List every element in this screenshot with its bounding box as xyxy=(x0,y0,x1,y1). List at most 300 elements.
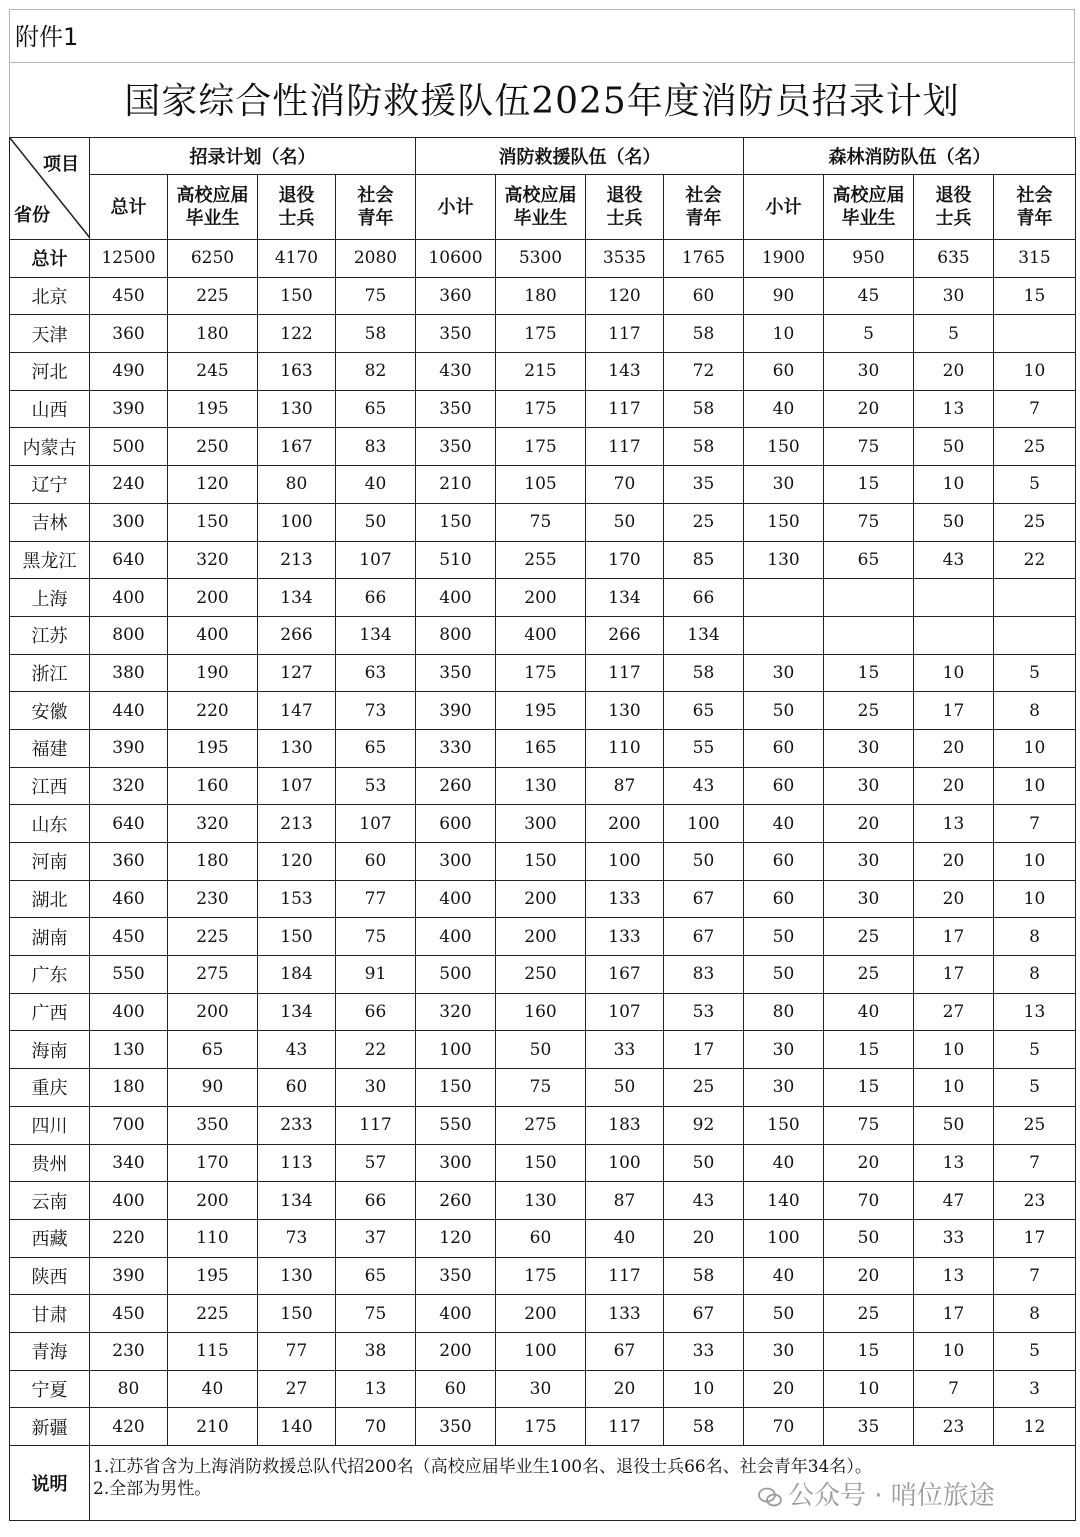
value-cell: 55 xyxy=(664,729,744,767)
value-cell: 8 xyxy=(994,918,1076,956)
value-cell: 700 xyxy=(90,1106,168,1144)
value-cell: 40 xyxy=(168,1370,258,1408)
value-cell: 8 xyxy=(994,1295,1076,1333)
value-cell: 10 xyxy=(914,1031,994,1069)
value-cell: 230 xyxy=(90,1332,168,1370)
value-cell: 15 xyxy=(824,1069,914,1107)
value-cell: 90 xyxy=(744,277,824,315)
value-cell: 75 xyxy=(824,428,914,466)
value-cell: 20 xyxy=(914,729,994,767)
value-cell: 225 xyxy=(168,918,258,956)
value-cell: 120 xyxy=(258,843,336,881)
value-cell: 213 xyxy=(258,541,336,579)
value-cell: 70 xyxy=(336,1408,416,1446)
value-cell: 170 xyxy=(586,541,664,579)
value-cell: 250 xyxy=(168,428,258,466)
value-cell: 25 xyxy=(994,1106,1076,1144)
value-cell: 12500 xyxy=(90,240,168,278)
value-cell: 10 xyxy=(914,1069,994,1107)
table-row xyxy=(10,579,1076,617)
value-cell: 266 xyxy=(258,616,336,654)
value-cell: 260 xyxy=(416,1182,496,1220)
value-cell: 130 xyxy=(258,729,336,767)
value-cell: 67 xyxy=(664,1295,744,1333)
value-cell: 60 xyxy=(744,729,824,767)
value-cell: 20 xyxy=(664,1219,744,1257)
value-cell: 600 xyxy=(416,805,496,843)
value-cell xyxy=(744,616,824,654)
value-cell: 230 xyxy=(168,880,258,918)
value-cell: 5 xyxy=(914,315,994,353)
value-cell: 33 xyxy=(914,1219,994,1257)
value-cell: 40 xyxy=(824,993,914,1031)
value-cell: 100 xyxy=(744,1219,824,1257)
province-cell: 广东 xyxy=(10,956,90,994)
value-cell: 15 xyxy=(824,654,914,692)
group-header-fire-rescue: 消防救援队伍（名） xyxy=(416,138,744,175)
value-cell: 190 xyxy=(168,654,258,692)
value-cell: 195 xyxy=(168,729,258,767)
value-cell: 20 xyxy=(586,1370,664,1408)
value-cell: 200 xyxy=(496,918,586,956)
value-cell: 100 xyxy=(664,805,744,843)
value-cell: 1900 xyxy=(744,240,824,278)
value-cell: 117 xyxy=(586,390,664,428)
value-cell: 420 xyxy=(90,1408,168,1446)
value-cell: 65 xyxy=(336,1257,416,1295)
value-cell: 275 xyxy=(496,1106,586,1144)
value-cell: 70 xyxy=(824,1182,914,1220)
value-cell: 107 xyxy=(336,541,416,579)
value-cell: 25 xyxy=(664,503,744,541)
value-cell: 180 xyxy=(168,315,258,353)
document-title: 国家综合性消防救援队伍2025年度消防员招录计划 xyxy=(9,62,1075,138)
value-cell: 58 xyxy=(664,428,744,466)
value-cell: 490 xyxy=(90,353,168,391)
value-cell: 65 xyxy=(168,1031,258,1069)
value-cell: 220 xyxy=(168,692,258,730)
value-cell: 315 xyxy=(994,240,1076,278)
value-cell: 130 xyxy=(586,692,664,730)
value-cell: 5300 xyxy=(496,240,586,278)
value-cell: 17 xyxy=(914,692,994,730)
value-cell: 6250 xyxy=(168,240,258,278)
value-cell: 67 xyxy=(586,1332,664,1370)
value-cell: 200 xyxy=(496,1295,586,1333)
value-cell: 195 xyxy=(168,1257,258,1295)
value-cell: 360 xyxy=(90,315,168,353)
value-cell: 110 xyxy=(586,729,664,767)
value-cell: 105 xyxy=(496,466,586,504)
value-cell: 67 xyxy=(664,880,744,918)
value-cell: 127 xyxy=(258,654,336,692)
value-cell: 117 xyxy=(586,428,664,466)
value-cell: 58 xyxy=(664,654,744,692)
value-cell: 75 xyxy=(824,503,914,541)
value-cell: 500 xyxy=(90,428,168,466)
province-cell: 四川 xyxy=(10,1106,90,1144)
value-cell: 60 xyxy=(664,277,744,315)
value-cell: 8 xyxy=(994,956,1076,994)
value-cell: 390 xyxy=(90,390,168,428)
value-cell: 30 xyxy=(914,277,994,315)
value-cell: 43 xyxy=(664,1182,744,1220)
value-cell: 330 xyxy=(416,729,496,767)
value-cell: 40 xyxy=(744,1257,824,1295)
value-cell: 58 xyxy=(664,315,744,353)
value-cell: 245 xyxy=(168,353,258,391)
province-cell: 河北 xyxy=(10,353,90,391)
value-cell: 460 xyxy=(90,880,168,918)
col-grad: 高校应届毕业生 xyxy=(168,175,258,240)
value-cell: 75 xyxy=(336,918,416,956)
province-cell: 江西 xyxy=(10,767,90,805)
note-label: 说明 xyxy=(10,1446,90,1521)
value-cell: 134 xyxy=(336,616,416,654)
value-cell: 66 xyxy=(664,579,744,617)
value-cell: 134 xyxy=(586,579,664,617)
value-cell: 83 xyxy=(336,428,416,466)
province-cell: 上海 xyxy=(10,579,90,617)
province-cell: 辽宁 xyxy=(10,466,90,504)
value-cell: 5 xyxy=(994,1332,1076,1370)
value-cell: 133 xyxy=(586,880,664,918)
value-cell: 100 xyxy=(258,503,336,541)
value-cell: 350 xyxy=(416,390,496,428)
value-cell: 13 xyxy=(914,805,994,843)
value-cell: 50 xyxy=(664,843,744,881)
value-cell: 167 xyxy=(586,956,664,994)
value-cell: 800 xyxy=(416,616,496,654)
value-cell: 133 xyxy=(586,1295,664,1333)
value-cell: 60 xyxy=(744,880,824,918)
value-cell: 13 xyxy=(914,390,994,428)
value-cell: 23 xyxy=(994,1182,1076,1220)
value-cell: 13 xyxy=(914,1257,994,1295)
province-cell: 广西 xyxy=(10,993,90,1031)
wechat-icon xyxy=(758,1487,782,1507)
value-cell: 100 xyxy=(496,1332,586,1370)
value-cell: 87 xyxy=(586,1182,664,1220)
col-vet: 退役士兵 xyxy=(914,175,994,240)
value-cell: 66 xyxy=(336,579,416,617)
table-row xyxy=(10,993,1076,1031)
value-cell: 15 xyxy=(824,1332,914,1370)
value-cell: 175 xyxy=(496,428,586,466)
value-cell: 91 xyxy=(336,956,416,994)
value-cell: 80 xyxy=(258,466,336,504)
province-cell: 湖北 xyxy=(10,880,90,918)
value-cell: 430 xyxy=(416,353,496,391)
province-cell: 云南 xyxy=(10,1182,90,1220)
table-row xyxy=(10,466,1076,504)
value-cell: 15 xyxy=(994,277,1076,315)
value-cell: 175 xyxy=(496,390,586,428)
value-cell: 10 xyxy=(664,1370,744,1408)
value-cell: 100 xyxy=(586,843,664,881)
value-cell: 143 xyxy=(586,353,664,391)
value-cell: 15 xyxy=(824,1031,914,1069)
table-row xyxy=(10,616,1076,654)
value-cell: 13 xyxy=(994,993,1076,1031)
value-cell: 40 xyxy=(744,390,824,428)
value-cell: 210 xyxy=(416,466,496,504)
table-row xyxy=(10,1182,1076,1220)
value-cell: 40 xyxy=(744,1144,824,1182)
value-cell: 50 xyxy=(586,503,664,541)
province-cell: 山西 xyxy=(10,390,90,428)
group-header-forest: 森林消防队伍（名） xyxy=(744,138,1076,175)
value-cell: 50 xyxy=(744,1295,824,1333)
province-cell: 浙江 xyxy=(10,654,90,692)
value-cell: 167 xyxy=(258,428,336,466)
value-cell: 43 xyxy=(664,767,744,805)
value-cell: 67 xyxy=(664,918,744,956)
value-cell: 200 xyxy=(168,579,258,617)
value-cell: 255 xyxy=(496,541,586,579)
value-cell: 5 xyxy=(994,1069,1076,1107)
value-cell: 117 xyxy=(586,654,664,692)
value-cell: 58 xyxy=(336,315,416,353)
value-cell: 140 xyxy=(258,1408,336,1446)
province-cell: 内蒙古 xyxy=(10,428,90,466)
value-cell: 130 xyxy=(496,767,586,805)
value-cell: 175 xyxy=(496,315,586,353)
value-cell: 10 xyxy=(994,880,1076,918)
value-cell: 150 xyxy=(258,918,336,956)
value-cell: 47 xyxy=(914,1182,994,1220)
value-cell: 22 xyxy=(336,1031,416,1069)
province-cell: 青海 xyxy=(10,1332,90,1370)
value-cell: 134 xyxy=(258,579,336,617)
value-cell: 400 xyxy=(168,616,258,654)
table-row xyxy=(10,277,1076,315)
group-header-plan: 招录计划（名） xyxy=(90,138,416,175)
table-row xyxy=(10,1257,1076,1295)
value-cell: 184 xyxy=(258,956,336,994)
province-cell: 山东 xyxy=(10,805,90,843)
value-cell: 400 xyxy=(90,1182,168,1220)
table-row xyxy=(10,315,1076,353)
value-cell: 60 xyxy=(258,1069,336,1107)
value-cell: 150 xyxy=(416,503,496,541)
value-cell: 30 xyxy=(744,466,824,504)
value-cell: 380 xyxy=(90,654,168,692)
value-cell: 450 xyxy=(90,918,168,956)
value-cell: 33 xyxy=(586,1031,664,1069)
table-row xyxy=(10,428,1076,466)
value-cell: 950 xyxy=(824,240,914,278)
value-cell: 350 xyxy=(416,428,496,466)
value-cell: 440 xyxy=(90,692,168,730)
value-cell: 160 xyxy=(496,993,586,1031)
value-cell: 75 xyxy=(336,277,416,315)
value-cell: 115 xyxy=(168,1332,258,1370)
value-cell: 400 xyxy=(416,918,496,956)
col-vet: 退役士兵 xyxy=(586,175,664,240)
value-cell xyxy=(744,579,824,617)
value-cell: 2080 xyxy=(336,240,416,278)
value-cell: 360 xyxy=(90,843,168,881)
value-cell: 400 xyxy=(416,880,496,918)
value-cell: 213 xyxy=(258,805,336,843)
col-youth: 社会青年 xyxy=(336,175,416,240)
province-cell: 北京 xyxy=(10,277,90,315)
value-cell: 350 xyxy=(416,1257,496,1295)
value-cell: 120 xyxy=(168,466,258,504)
value-cell: 12 xyxy=(994,1408,1076,1446)
col-youth: 社会青年 xyxy=(994,175,1076,240)
value-cell: 4170 xyxy=(258,240,336,278)
value-cell: 5 xyxy=(994,1031,1076,1069)
value-cell: 110 xyxy=(168,1219,258,1257)
value-cell: 50 xyxy=(496,1031,586,1069)
value-cell: 140 xyxy=(744,1182,824,1220)
value-cell: 150 xyxy=(744,1106,824,1144)
value-cell: 450 xyxy=(90,277,168,315)
province-cell: 吉林 xyxy=(10,503,90,541)
value-cell: 134 xyxy=(664,616,744,654)
value-cell: 60 xyxy=(416,1370,496,1408)
value-cell: 70 xyxy=(586,466,664,504)
value-cell: 640 xyxy=(90,805,168,843)
col-subtotal: 小计 xyxy=(416,175,496,240)
value-cell xyxy=(994,315,1076,353)
value-cell: 183 xyxy=(586,1106,664,1144)
province-cell: 贵州 xyxy=(10,1144,90,1182)
value-cell: 320 xyxy=(168,805,258,843)
value-cell: 250 xyxy=(496,956,586,994)
value-cell: 22 xyxy=(994,541,1076,579)
table-row xyxy=(10,1219,1076,1257)
table-row xyxy=(10,1031,1076,1069)
value-cell: 107 xyxy=(586,993,664,1031)
value-cell: 58 xyxy=(664,390,744,428)
value-cell: 20 xyxy=(914,353,994,391)
value-cell: 83 xyxy=(664,956,744,994)
value-cell: 60 xyxy=(496,1219,586,1257)
value-cell: 77 xyxy=(258,1332,336,1370)
value-cell: 65 xyxy=(664,692,744,730)
value-cell: 275 xyxy=(168,956,258,994)
value-cell: 50 xyxy=(336,503,416,541)
value-cell: 63 xyxy=(336,654,416,692)
value-cell: 33 xyxy=(664,1332,744,1370)
value-cell: 15 xyxy=(824,466,914,504)
value-cell: 133 xyxy=(586,918,664,956)
value-cell: 50 xyxy=(914,428,994,466)
value-cell: 200 xyxy=(168,993,258,1031)
value-cell: 58 xyxy=(664,1257,744,1295)
value-cell: 25 xyxy=(994,428,1076,466)
value-cell: 130 xyxy=(258,1257,336,1295)
value-cell: 120 xyxy=(416,1219,496,1257)
value-cell: 75 xyxy=(336,1295,416,1333)
value-cell: 66 xyxy=(336,1182,416,1220)
value-cell: 800 xyxy=(90,616,168,654)
value-cell: 17 xyxy=(914,956,994,994)
value-cell: 10 xyxy=(994,843,1076,881)
value-cell: 225 xyxy=(168,1295,258,1333)
value-cell: 10 xyxy=(824,1370,914,1408)
province-cell: 新疆 xyxy=(10,1408,90,1446)
value-cell: 640 xyxy=(90,541,168,579)
col-vet: 退役士兵 xyxy=(258,175,336,240)
table-row xyxy=(10,353,1076,391)
value-cell: 175 xyxy=(496,654,586,692)
value-cell: 150 xyxy=(258,1295,336,1333)
value-cell: 57 xyxy=(336,1144,416,1182)
value-cell: 70 xyxy=(744,1408,824,1446)
annex-label: 附件1 xyxy=(9,9,1075,62)
value-cell: 20 xyxy=(744,1370,824,1408)
value-cell: 25 xyxy=(824,956,914,994)
value-cell: 550 xyxy=(416,1106,496,1144)
value-cell: 200 xyxy=(416,1332,496,1370)
value-cell: 350 xyxy=(168,1106,258,1144)
watermark xyxy=(758,1475,995,1512)
value-cell: 130 xyxy=(258,390,336,428)
value-cell: 23 xyxy=(914,1408,994,1446)
table-row xyxy=(10,503,1076,541)
value-cell: 37 xyxy=(336,1219,416,1257)
value-cell: 10 xyxy=(914,1332,994,1370)
value-cell: 27 xyxy=(914,993,994,1031)
value-cell: 117 xyxy=(586,1257,664,1295)
value-cell: 30 xyxy=(744,1069,824,1107)
value-cell: 7 xyxy=(994,390,1076,428)
table-row xyxy=(10,1144,1076,1182)
value-cell: 350 xyxy=(416,1408,496,1446)
value-cell: 82 xyxy=(336,353,416,391)
corner-province-label: 省份 xyxy=(14,205,50,226)
value-cell: 180 xyxy=(168,843,258,881)
value-cell: 75 xyxy=(496,1069,586,1107)
table-row xyxy=(10,654,1076,692)
value-cell: 77 xyxy=(336,880,416,918)
table-row xyxy=(10,1069,1076,1107)
value-cell: 20 xyxy=(824,1144,914,1182)
value-cell: 195 xyxy=(496,692,586,730)
value-cell xyxy=(914,616,994,654)
value-cell: 35 xyxy=(824,1408,914,1446)
value-cell: 35 xyxy=(664,466,744,504)
value-cell: 130 xyxy=(90,1031,168,1069)
value-cell: 65 xyxy=(336,390,416,428)
value-cell: 225 xyxy=(168,277,258,315)
value-cell: 17 xyxy=(664,1031,744,1069)
value-cell: 500 xyxy=(416,956,496,994)
value-cell: 30 xyxy=(496,1370,586,1408)
value-cell: 233 xyxy=(258,1106,336,1144)
province-cell: 重庆 xyxy=(10,1069,90,1107)
value-cell: 170 xyxy=(168,1144,258,1182)
table-row xyxy=(10,805,1076,843)
value-cell: 10 xyxy=(744,315,824,353)
value-cell: 50 xyxy=(824,1219,914,1257)
value-cell: 113 xyxy=(258,1144,336,1182)
value-cell: 50 xyxy=(914,1106,994,1144)
value-cell: 66 xyxy=(336,993,416,1031)
value-cell: 65 xyxy=(824,541,914,579)
value-cell: 73 xyxy=(258,1219,336,1257)
value-cell: 30 xyxy=(824,880,914,918)
watermark-text: 公众号 · 哨位旅途 xyxy=(788,1481,995,1511)
province-cell: 湖南 xyxy=(10,918,90,956)
value-cell: 7 xyxy=(994,1257,1076,1295)
table-row xyxy=(10,1295,1076,1333)
value-cell: 175 xyxy=(496,1257,586,1295)
